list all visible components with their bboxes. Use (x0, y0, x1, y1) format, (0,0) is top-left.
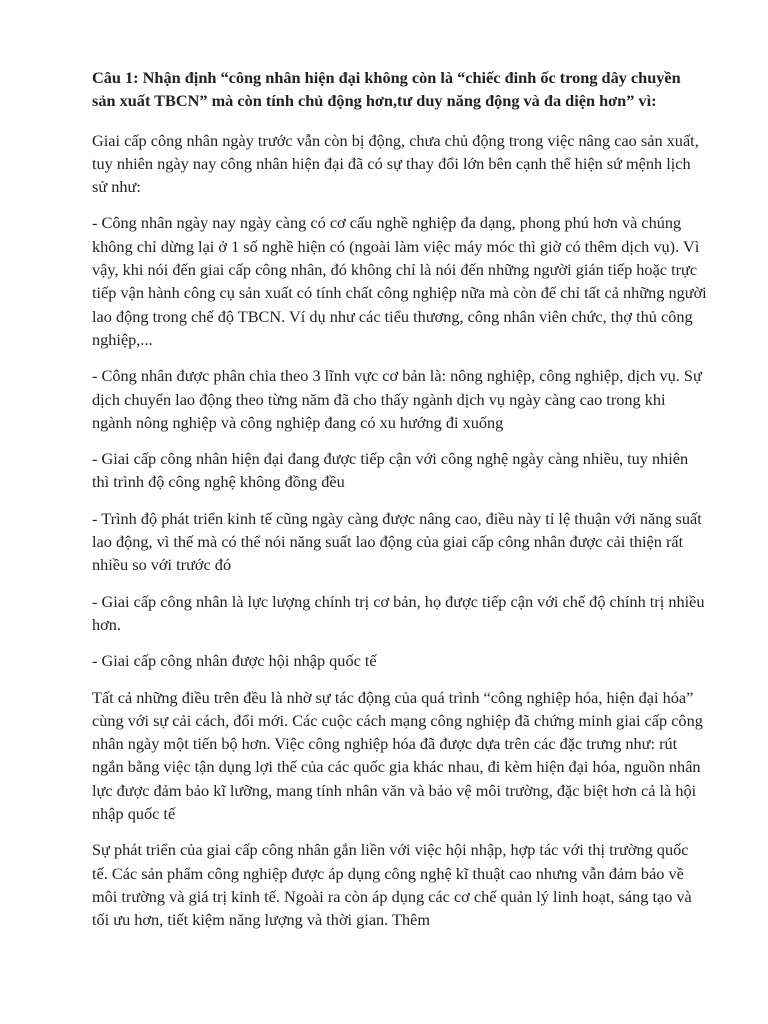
bullet-three-sectors: - Công nhân được phân chia theo 3 lĩnh vực cơ bản là: nông nghiệp, công nghiệp, dịch vụ. Sự dịch chuyển lao động theo từng năm đã cho thấy ngành dịch vụ ngày càng cao trong khi ngành nông nghiệp và công nghiệp đang có xu hướng đi xuống (92, 366, 702, 432)
bullet-productivity: - Trình độ phát triển kinh tế cũng ngày càng được nâng cao, điều này tỉ lệ thuận với năng suất lao động, vì thế mà có thể nói năng suất lao động của giai cấp công nhân được cải thiện rất nhiều so với trước đó (92, 508, 702, 575)
bullet-political-force: - Giai cấp công nhân là lực lượng chính trị cơ bản, họ được tiếp cận với chế độ chính trị nhiều hơn. (92, 591, 705, 634)
question-heading: Câu 1: Nhận định “công nhân hiện đại không còn là “chiếc đinh ốc trong dây chuyền sản xuất TBCN” mà còn tính chủ động hơn,tư duy năng động và đa diện hơn” vì: (92, 68, 681, 111)
bullet-occupation-structure: - Công nhân ngày nay ngày càng có cơ cấu nghề nghiệp đa dạng, phong phú hơn và chúng không chỉ dừng lại ở 1 số nghề hiện có (ngoài làm việc máy móc thì giờ có thêm dịch vụ). Vì vậy, khi nói đến giai cấp công nhân, đó không chỉ là nói đến những người gián tiếp hoặc trực tiếp vận hành công cụ sản xuất có tính chất công nghiệp nữa mà còn để chỉ tất cả những người lao động trong chế độ TBCN. Ví dụ như các tiểu thương, công nhân viên chức, thợ thủ công nghiệp,... (92, 213, 707, 349)
paragraph-development: Sự phát triển của giai cấp công nhân gắn liền với việc hội nhập, hợp tác với thị trường quốc tế. Các sản phẩm công nghiệp được áp dụng công nghệ kĩ thuật cao nhưng vẫn đảm bảo về môi trường và giá trị kinh tế. Ngoài ra còn áp dụng các cơ chế quản lý linh hoạt, sáng tạo và tối ưu hơn, tiết kiệm năng lượng và thời gian. Thêm (92, 840, 692, 930)
bullet-technology-access: - Giai cấp công nhân hiện đại đang được tiếp cận với công nghệ ngày càng nhiều, tuy nhiên thì trình độ công nghệ không đồng đều (92, 449, 689, 492)
intro-paragraph: Giai cấp công nhân ngày trước vẫn còn bị động, chưa chủ động trong việc nâng cao sản xuất, tuy nhiên ngày nay công nhân hiện đại đã có sự thay đổi lớn bên cạnh thể hiện sứ mệnh lịch sử như: (92, 130, 699, 197)
paragraph-industrialization: Tất cả những điều trên đều là nhờ sự tác động của quá trình “công nghiệp hóa, hiện đại hóa” cùng với sự cải cách, đổi mới. Các cuộc cách mạng công nghiệp đã chứng minh giai cấp công nhân ngày một tiến bộ hơn. Việc công nghiệp hóa đã được dựa trên các đặc trưng như: rút ngắn bằng việc tận dụng lợi thế của các quốc gia khác nhau, đi kèm hiện đại hóa, nguồn nhân lực được đảm bảo kĩ lưỡng, mang tính nhân văn và bảo vệ môi trường, đặc biệt hơn cả là hội nhập quốc tế (92, 687, 703, 824)
bullet-international-integration: - Giai cấp công nhân được hội nhập quốc tế (92, 651, 377, 671)
